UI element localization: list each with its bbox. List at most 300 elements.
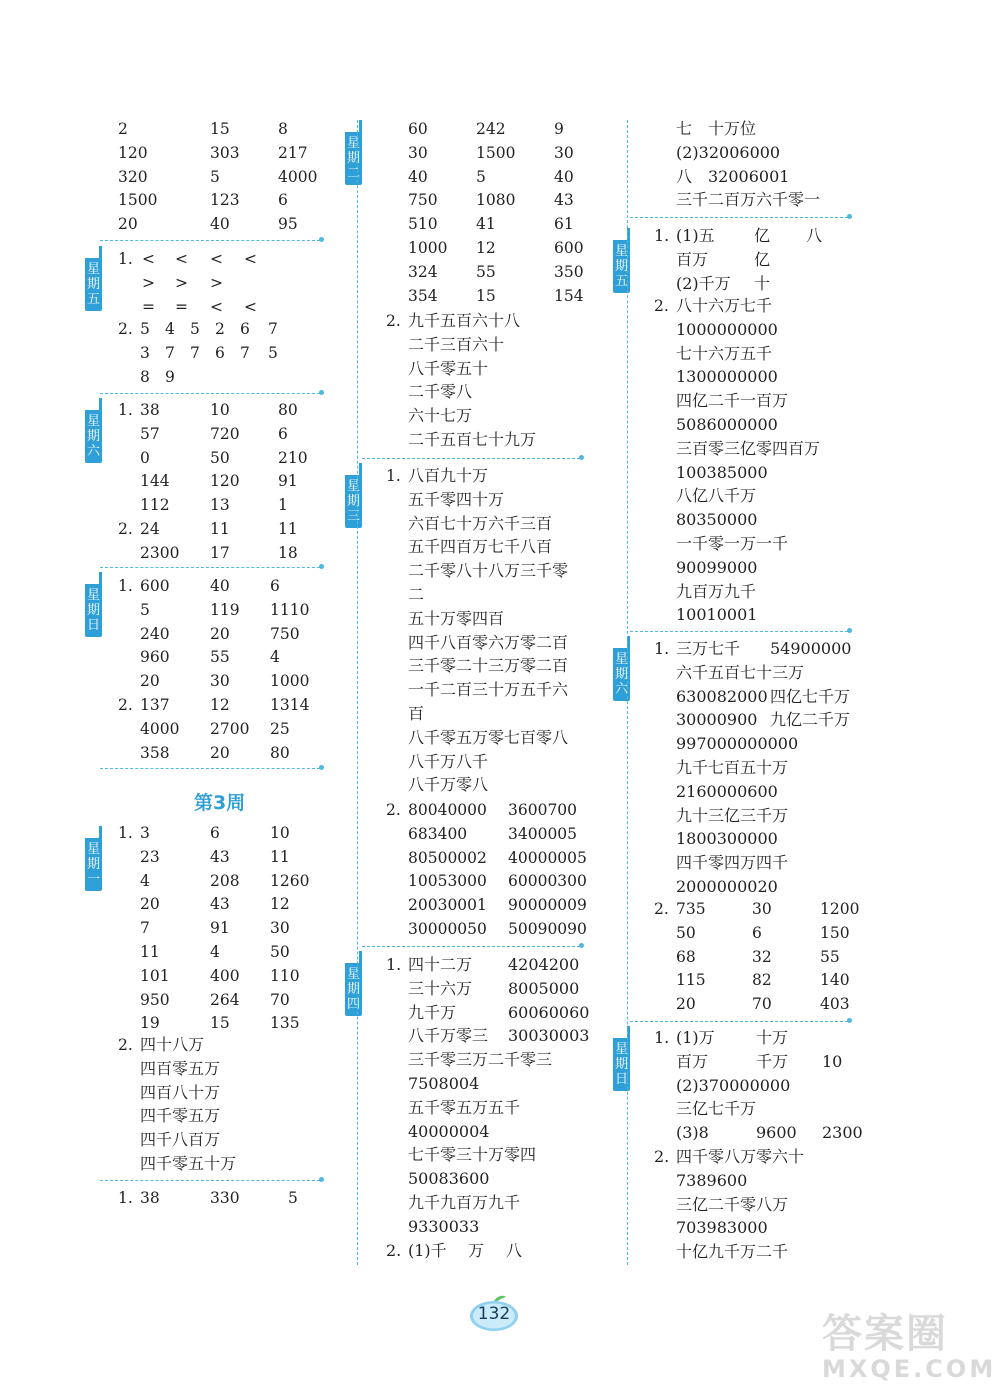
weekday-tab-char: 二 [346, 166, 360, 181]
weekday-tab-char: 一 [86, 872, 100, 887]
comparison-sign: < [244, 297, 257, 316]
answer-cell: (1)万 [676, 1028, 715, 1047]
answer-cell: 57 [140, 424, 160, 443]
answer-cell: 30 [752, 900, 772, 918]
answer-cell: 1. [118, 824, 133, 842]
answer-cell: 5 [288, 1189, 298, 1207]
answer-text-num: 2. [118, 1036, 133, 1054]
weekday-tab-fri [85, 258, 102, 311]
answer-cell: 70 [270, 990, 290, 1009]
answer-cell: 9 [165, 367, 175, 386]
answer-cell: 61 [554, 215, 574, 234]
answer-text: 二千零八 [408, 382, 473, 402]
weekday-tab-char: 六 [614, 682, 628, 697]
answer-cell: 5 [476, 167, 486, 186]
weekday-tab-char: 星 [346, 479, 360, 494]
answer-cell: 12 [210, 696, 230, 714]
weekday-tab-mon [85, 838, 102, 891]
answer-cell: 4 [165, 320, 175, 338]
answer-cell: 997000000000 [676, 734, 799, 754]
answer-cell: 万 [468, 1241, 485, 1260]
answer-cell: 十 [754, 273, 771, 293]
answer-cell: 9600 [756, 1123, 797, 1143]
answer-cell: 六千五百七十三万 [676, 662, 805, 682]
comparison-sign: > [175, 273, 188, 292]
answer-cell: 九亿二千万 [770, 710, 851, 730]
answer-cell: 43 [554, 191, 574, 210]
comparison-sign: < [210, 250, 223, 268]
answer-text: 四亿二千一百万 [676, 391, 789, 411]
answer-cell: 20 [210, 624, 230, 643]
answer-cell: 4204200 [508, 955, 580, 974]
answer-text: 二 [408, 585, 425, 604]
answer-cell: 210 [278, 448, 308, 467]
column-divider-right [627, 120, 628, 1265]
answer-cell: 亿 [754, 249, 771, 269]
answer-cell: 三千零三万二千零三 [408, 1050, 553, 1070]
weekday-tab-char: 期 [614, 1057, 628, 1072]
weekday-tab-sat [85, 410, 102, 463]
answer-cell: 12 [476, 239, 496, 257]
answer-cell: 8005000 [508, 978, 580, 998]
answer-cell: 2. [654, 1147, 670, 1166]
watermark-line1: 答案圈 [822, 1311, 948, 1357]
weekday-tab-stem [99, 826, 102, 838]
answer-cell: 1110 [270, 600, 310, 619]
answer-cell: 324 [408, 262, 438, 281]
answer-cell: 2160000600 [676, 781, 778, 801]
answer-cell: (2)千万 [676, 273, 731, 293]
answer-cell: 20 [140, 895, 160, 914]
answer-cell: 三十六万 [408, 978, 473, 998]
weekday-tab-char: 星 [614, 652, 628, 667]
answer-cell: 119 [210, 600, 240, 619]
answer-cell: 154 [554, 286, 584, 305]
answer-cell: 7389600 [676, 1170, 748, 1190]
weekday-tab-stem [359, 120, 362, 132]
answer-cell: 70 [752, 995, 772, 1014]
weekday-tab-stem [359, 951, 362, 963]
answer-cell: 15 [476, 286, 496, 305]
answer-cell: 九千七百五十万 [676, 758, 789, 777]
answer-cell: 九十三亿三千万 [676, 805, 789, 825]
answer-cell: 115 [676, 971, 706, 990]
answer-cell: 30000900 [676, 710, 758, 730]
answer-cell: 144 [140, 472, 170, 491]
comparison-sign: < [175, 250, 188, 268]
answer-cell: 20 [140, 672, 160, 691]
answer-cell: 630082000 [676, 686, 768, 706]
week-heading: 第3周 [194, 792, 246, 814]
answer-text: 六十七万 [408, 406, 473, 426]
answer-cell: 1000 [270, 672, 310, 691]
answer-text: 三百零三亿零四百万 [676, 438, 821, 458]
answer-text: 一千二百三十万五千六 [408, 680, 569, 700]
answer-cell: 240 [140, 624, 170, 643]
answer-cell: 八 [506, 1241, 523, 1260]
answer-cell: 四千零八万零六十 [676, 1147, 805, 1166]
answer-cell: (2)370000000 [676, 1075, 791, 1095]
weekday-tab-char: 期 [346, 982, 360, 997]
answer-cell: 82 [752, 971, 772, 990]
answer-text: 100385000 [676, 462, 768, 482]
answer-cell: 三亿七千万 [676, 1099, 757, 1119]
answer-cell: 11 [278, 520, 298, 538]
answer-cell: 1000 [408, 239, 448, 257]
answer-cell: 7 [268, 320, 278, 338]
answer-cell: 242 [476, 120, 506, 138]
answer-cell: 95 [278, 215, 298, 234]
answer-cell: 1260 [270, 871, 310, 890]
answer-cell: 20 [676, 995, 696, 1014]
answer-text: 七 十万位 [676, 119, 757, 138]
answer-cell: 123 [210, 191, 240, 210]
weekday-tab-char: 星 [346, 136, 360, 151]
answer-cell: 137 [140, 696, 170, 714]
answer-cell: 6 [270, 577, 280, 595]
answer-text: 七十六万五千 [676, 343, 773, 363]
answer-text: (2)32006000 [676, 142, 781, 162]
weekday-tab-wed [345, 475, 362, 528]
weekday-tab-char: 星 [614, 1042, 628, 1057]
answer-cell: 150 [820, 923, 850, 942]
answer-cell: 60000300 [508, 872, 587, 891]
answer-cell: 1. [118, 401, 133, 419]
answer-text: 四千零五万 [140, 1106, 221, 1126]
weekday-tab-char: 期 [86, 857, 100, 872]
weekday-tab-char: 星 [86, 842, 100, 857]
answer-cell: 3 [140, 343, 150, 362]
weekday-tab-char: 期 [86, 603, 100, 618]
answer-cell: 25 [270, 719, 290, 738]
answer-cell: 1314 [270, 696, 310, 714]
answer-cell: (1)千 [408, 1241, 447, 1260]
answer-cell: 10053000 [408, 872, 487, 891]
answer-cell: 40 [210, 215, 230, 234]
answer-cell: 750 [270, 624, 300, 643]
answer-cell: 2. [118, 320, 133, 338]
comparison-sign: < [210, 297, 223, 316]
answer-cell: 4000 [278, 167, 318, 186]
answer-cell: 120 [118, 143, 148, 162]
weekday-tab-char: 期 [86, 277, 100, 292]
answer-cell: 5 [140, 600, 150, 619]
answer-cell: 百万 [676, 249, 709, 269]
weekday-tab-thu [345, 963, 362, 1016]
weekday-tab-char: 日 [614, 1072, 628, 1087]
answer-cell: 30030003 [508, 1026, 590, 1046]
answer-cell: 6 [240, 320, 250, 338]
weekday-tab-char: 三 [346, 509, 360, 524]
answer-cell: 12 [270, 895, 290, 914]
answer-cell: 八 [806, 226, 823, 245]
answer-cell: 600 [554, 239, 584, 257]
answer-cell: 3 [140, 824, 150, 842]
answer-cell: 5 [140, 320, 150, 338]
answer-cell: 24 [140, 520, 160, 538]
section-divider [630, 631, 848, 632]
answer-text: 八千万八千 [408, 751, 489, 771]
answer-cell: 354 [408, 286, 438, 305]
answer-cell: 50 [270, 943, 290, 961]
answer-cell: 1. [654, 226, 670, 245]
answer-text: 90099000 [676, 557, 758, 577]
answer-cell: 2. [118, 696, 133, 714]
answer-cell: 15 [210, 120, 230, 138]
weekday-tab-char: 星 [346, 967, 360, 982]
answer-cell: 43 [210, 847, 230, 866]
weekday-tab-char: 期 [346, 151, 360, 166]
section-divider [100, 393, 320, 394]
answer-cell: 1500 [118, 191, 158, 210]
section-divider [630, 217, 848, 218]
answer-text: 二千三百六十 [408, 334, 505, 354]
weekday-tab-sun [85, 584, 102, 637]
comparison-sign: > [142, 273, 155, 292]
answer-cell: 九千万 [408, 1002, 457, 1022]
weekday-tab-char: 五 [614, 274, 628, 289]
answer-cell: 1800300000 [676, 829, 778, 849]
answer-cell: 208 [210, 871, 240, 890]
section-divider [362, 458, 580, 459]
answer-cell: 20 [118, 215, 138, 234]
answer-text: 二千五百七十九万 [408, 430, 537, 449]
answer-cell: 1. [654, 1028, 670, 1047]
answer-cell: 38 [140, 1189, 160, 1207]
answer-cell: 10 [270, 824, 290, 842]
answer-cell: 三万七千 [676, 639, 741, 658]
section-divider [100, 768, 320, 769]
answer-text: 三千二百万六千零一 [676, 190, 821, 210]
answer-text: 三千零二十三万零二百 [408, 656, 569, 676]
answer-cell: 3600700 [508, 801, 578, 819]
answer-cell: 40000005 [508, 848, 587, 867]
answer-cell: 7 [165, 343, 175, 362]
answer-cell: 十万 [756, 1028, 789, 1047]
page-number-badge [468, 1293, 520, 1333]
answer-cell: 30000050 [408, 920, 487, 938]
answer-cell: 八千万零三 [408, 1026, 489, 1046]
answer-cell: 350 [554, 262, 584, 281]
answer-cell: 91 [210, 919, 230, 938]
answer-text: 八亿八千万 [676, 486, 757, 506]
answer-cell: 5 [190, 320, 200, 338]
answer-text-num: 2. [386, 312, 401, 330]
answer-cell: 2300 [140, 543, 180, 562]
answer-text: 四十八万 [140, 1035, 205, 1054]
answer-cell: 6 [278, 191, 288, 210]
answer-cell: 40 [408, 167, 428, 186]
answer-cell: 140 [820, 971, 850, 990]
answer-cell: 8 [140, 367, 150, 386]
watermark [822, 1302, 996, 1383]
weekday-tab-char: 五 [86, 292, 100, 307]
answer-cell: 5 [210, 167, 220, 186]
answer-text: 四千八百万 [140, 1130, 221, 1150]
answer-cell: 18 [278, 543, 298, 562]
answer-cell: 6 [210, 824, 220, 842]
answer-cell: 112 [140, 496, 170, 515]
answer-cell: 120 [210, 472, 240, 491]
answer-cell: 五千零五万五千 [408, 1097, 521, 1117]
section-divider [630, 1021, 848, 1022]
answer-cell: 50090090 [508, 920, 587, 938]
answer-cell: 9330033 [408, 1216, 480, 1236]
answer-cell: 3400005 [508, 824, 578, 843]
answer-cell: 11 [140, 943, 160, 961]
answer-cell: 11 [210, 520, 230, 538]
answer-cell: 703983000 [676, 1218, 768, 1238]
answer-cell: 50 [210, 448, 230, 467]
answer-cell: 13 [210, 496, 230, 515]
answer-cell: 0 [140, 448, 150, 467]
answer-cell: 80040000 [408, 801, 487, 819]
weekday-tab-stem [99, 246, 102, 258]
watermark-line2: MXQE.COM [822, 1355, 997, 1383]
answer-cell: 68 [676, 947, 696, 966]
answer-cell: 20 [210, 743, 230, 762]
answer-text: 1300000000 [676, 367, 778, 387]
answer-cell: 80 [270, 743, 290, 762]
answer-cell: 四十二万 [408, 955, 473, 974]
answer-cell: 4 [210, 943, 220, 961]
answer-text: 八十六万七千 [676, 296, 773, 315]
answer-cell: 2000000020 [676, 877, 778, 896]
answer-cell: 330 [210, 1189, 240, 1207]
answer-cell: 400 [210, 966, 240, 985]
comparison-sign: = [175, 297, 188, 316]
answer-cell: 101 [140, 966, 170, 985]
answer-cell: 1080 [476, 191, 516, 210]
answer-text: 五千四百万七千八百 [408, 537, 553, 557]
answer-text: 一千零一万一千 [676, 534, 789, 553]
answer-cell: 19 [140, 1014, 160, 1033]
answer-cell: 54900000 [770, 639, 852, 658]
answer-cell: 303 [210, 143, 240, 162]
weekday-tab-char: 星 [86, 588, 100, 603]
answer-cell: 30 [554, 143, 574, 162]
weekday-tab-char: 六 [86, 444, 100, 459]
answer-cell: 2. [386, 801, 401, 819]
answer-cell: 4 [140, 871, 150, 890]
answer-cell: 2. [386, 1241, 402, 1260]
weekday-tab-char: 期 [614, 259, 628, 274]
weekday-tab-char: 星 [86, 262, 100, 277]
weekday-tab-stem [99, 572, 102, 584]
answer-cell: (3)8 [676, 1123, 709, 1143]
answer-cell: 40 [210, 577, 230, 595]
answer-text: 五十万零四百 [408, 608, 505, 628]
answer-cell: 30 [210, 672, 230, 691]
answer-cell: 735 [676, 900, 706, 918]
answer-text: 二千零八十八万三千零 [408, 561, 569, 581]
answer-cell: 百万 [676, 1051, 709, 1071]
answer-cell: 38 [140, 401, 160, 419]
answer-cell: 9 [554, 120, 564, 138]
answer-cell: 30 [408, 143, 428, 162]
comparison-sign: > [210, 273, 223, 292]
answer-cell: 7 [140, 919, 150, 938]
answer-cell: 17 [210, 543, 230, 562]
answer-text: 四千八百零六万零二百 [408, 632, 569, 652]
weekday-tab-tue [345, 132, 362, 185]
answer-text: 百 [408, 704, 425, 723]
answer-text: 六百七十万六千三百 [408, 513, 553, 533]
answer-cell: 403 [820, 995, 850, 1014]
section-divider [100, 567, 320, 568]
answer-cell: 32 [752, 947, 772, 966]
answer-cell: 80 [278, 401, 298, 419]
answer-text: 九百万九千 [676, 581, 757, 601]
answer-cell: 41 [476, 215, 496, 234]
answer-cell: 7508004 [408, 1074, 480, 1093]
answer-cell: 七千零三十万零四 [408, 1145, 537, 1165]
answer-cell: 110 [270, 966, 300, 985]
comparison-sign: < [244, 250, 257, 268]
weekday-tab-char: 星 [614, 244, 628, 259]
answer-text: 八千零五万零七百零八 [408, 727, 569, 747]
answer-cell: 1. [118, 1189, 133, 1207]
answer-cell: 1500 [476, 143, 516, 162]
answer-cell: 1. [654, 639, 670, 658]
answer-cell: 2700 [210, 719, 250, 738]
answer-text: 10010001 [676, 605, 758, 625]
answer-text-num: 2. [654, 297, 669, 315]
weekday-tab-stem [99, 398, 102, 410]
weekday-tab-char: 星 [86, 414, 100, 429]
answer-cell: 2 [215, 320, 225, 338]
answer-cell: 九千九百万九千 [408, 1193, 521, 1212]
answer-cell: 2. [654, 900, 669, 918]
answer-cell: 264 [210, 990, 240, 1009]
answer-cell: 960 [140, 648, 170, 667]
answer-cell: 55 [820, 947, 840, 966]
answer-cell: 三亿二千零八万 [676, 1194, 789, 1214]
section-divider [362, 946, 580, 947]
answer-cell: 1. [386, 955, 402, 974]
answer-cell: 600 [140, 577, 170, 595]
answer-cell: 135 [270, 1014, 300, 1033]
weekday-tab-char: 期 [86, 429, 100, 444]
answer-cell: 10 [822, 1051, 843, 1071]
weekday-tab-char: 日 [86, 618, 100, 633]
answer-cell: 11 [270, 847, 290, 866]
weekday-tab-stem [359, 463, 362, 475]
answer-cell: 55 [476, 262, 496, 281]
answer-cell: 750 [408, 191, 438, 210]
answer-cell: 2300 [822, 1123, 863, 1143]
answer-cell: 510 [408, 215, 438, 234]
answer-cell: 6 [215, 343, 225, 362]
answer-text: 四千零五十万 [140, 1154, 237, 1173]
answer-cell: 6 [278, 424, 288, 443]
answer-cell: 8 [278, 120, 288, 138]
answer-cell: 91 [278, 472, 298, 491]
answer-cell: 20030001 [408, 896, 487, 915]
answer-cell: 23 [140, 847, 160, 866]
answer-cell: 55 [210, 648, 230, 667]
answer-text: 九千五百六十八 [408, 311, 521, 330]
answer-cell: (1)五 [676, 226, 715, 245]
answer-cell: 4000 [140, 719, 180, 738]
weekday-tab-char: 四 [346, 997, 360, 1012]
comparison-sign: 1. [118, 250, 133, 268]
answer-cell: 1 [278, 496, 288, 515]
answer-cell: 50083600 [408, 1169, 490, 1189]
answer-cell: 2 [118, 120, 128, 138]
answer-cell: 四亿七千万 [770, 686, 851, 706]
answer-text: 八千零五十 [408, 358, 489, 378]
